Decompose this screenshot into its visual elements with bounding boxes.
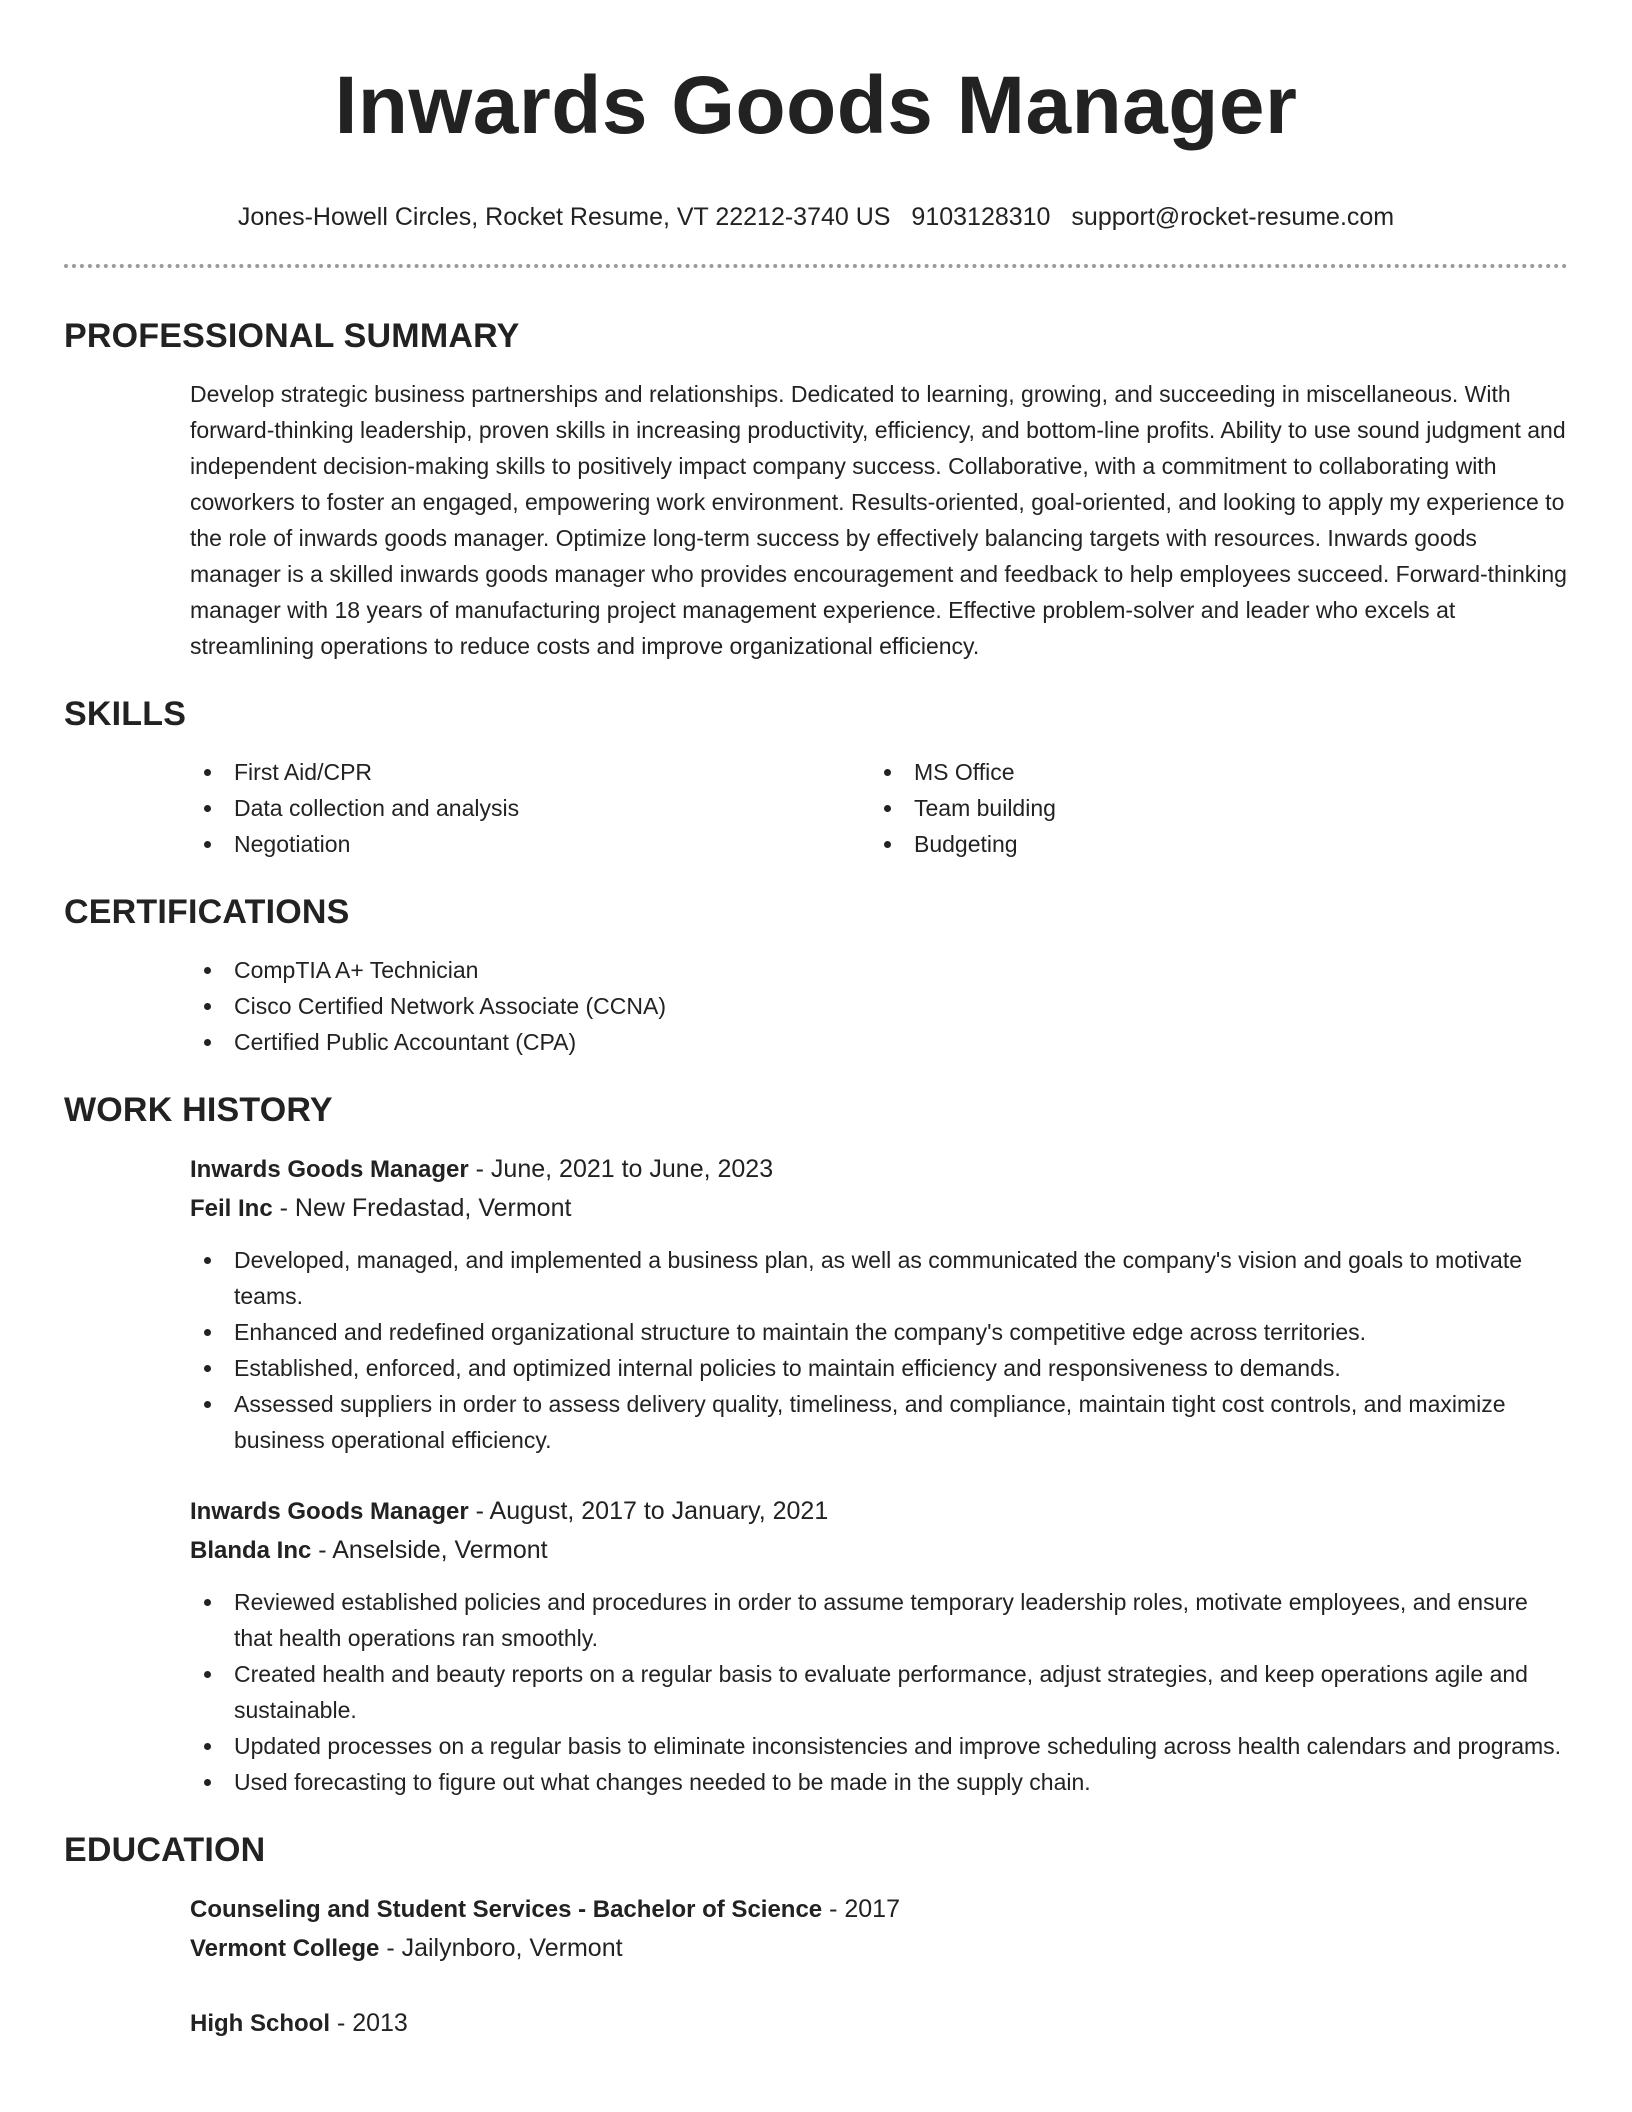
education-school-line xyxy=(190,1929,1568,1968)
job-entry xyxy=(190,1150,1568,1458)
job-duty: Assessed suppliers in order to assess delivery quality, timeliness, and compliance, maintain tight cost controls, and maximize business operational efficiency. xyxy=(190,1386,1568,1458)
education-degree: Counseling and Student Services - Bachelor of Science xyxy=(190,1896,823,1923)
job-company: Blanda Inc xyxy=(190,1537,312,1564)
education-heading: EDUCATION xyxy=(64,1831,266,1869)
job-title-line xyxy=(190,1150,1568,1189)
education-degree-line xyxy=(190,1890,1568,1929)
summary-heading: PROFESSIONAL SUMMARY xyxy=(64,317,520,355)
certifications-section xyxy=(64,892,1568,1060)
certification-item: Certified Public Accountant (CPA) xyxy=(190,1024,1568,1060)
job-company: Feil Inc xyxy=(190,1195,273,1222)
skills-list-right xyxy=(870,754,1550,862)
job-duty: Reviewed established policies and procedures in order to assume temporary leadership roles, motivate employees, and ensure that health operations ran smoothly. xyxy=(190,1584,1568,1656)
job-duty: Updated processes on a regular basis to eliminate inconsistencies and improve scheduling across health calendars and programs. xyxy=(190,1728,1568,1764)
certifications-list xyxy=(190,952,1568,1060)
job-entry xyxy=(190,1492,1568,1800)
education-degree-line xyxy=(190,2004,1568,2043)
job-duty: Established, enforced, and optimized internal policies to maintain efficiency and responsiveness to demands. xyxy=(190,1350,1568,1386)
job-duties-list xyxy=(190,1242,1568,1458)
resume-title: Inwards Goods Manager xyxy=(334,60,1298,151)
certifications-heading: CERTIFICATIONS xyxy=(64,893,350,931)
work-history-heading: WORK HISTORY xyxy=(64,1091,333,1129)
skill-item: Budgeting xyxy=(870,826,1550,862)
skill-item: Negotiation xyxy=(190,826,870,862)
job-title: Inwards Goods Manager xyxy=(190,1498,469,1525)
job-company-line xyxy=(190,1531,1568,1570)
contact-line xyxy=(64,202,1568,232)
contact-email: support@rocket-resume.com xyxy=(1071,203,1395,231)
education-school: Vermont College xyxy=(190,1935,380,1962)
skills-list-left xyxy=(190,754,870,862)
skills-heading: SKILLS xyxy=(64,695,187,733)
skill-item: MS Office xyxy=(870,754,1550,790)
job-location: - New Fredastad, Vermont xyxy=(272,1194,572,1222)
certification-item: Cisco Certified Network Associate (CCNA) xyxy=(190,988,1568,1024)
skill-item: Team building xyxy=(870,790,1550,826)
job-dates: - August, 2017 to January, 2021 xyxy=(468,1497,829,1525)
resume-page xyxy=(64,0,1568,2043)
skills-columns xyxy=(190,754,1568,862)
education-year: - 2017 xyxy=(822,1895,900,1923)
education-section xyxy=(64,1830,1568,2043)
skill-item: First Aid/CPR xyxy=(190,754,870,790)
work-history-section xyxy=(64,1090,1568,1800)
job-duty: Developed, managed, and implemented a business plan, as well as communicated the company's vision and goals to motivate teams. xyxy=(190,1242,1568,1314)
summary-text: Develop strategic business partnerships and relationships. Dedicated to learning, growing, and succeeding in miscellaneous. With forward-thinking leadership, proven skills in increasing productivity, efficiency, and bottom-line profits. Ability to use sound judgment and independent decision-making skills to positively impact company success. Collaborative, with a commitment to collaborating with coworkers to foster an engaged, empowering work environment. Results-oriented, goal-oriented, and looking to apply my experience to the role of inwards goods manager. Optimize long-term success by effectively balancing targets with resources. Inwards goods manager is a skilled inwards goods manager who provides encouragement and feedback to help employees succeed. Forward-thinking manager with 18 years of manufacturing project management experience. Effective problem-solver and leader who excels at streamlining operations to reduce costs and improve organizational efficiency. xyxy=(190,381,1567,659)
job-title: Inwards Goods Manager xyxy=(190,1156,469,1183)
job-duties-list xyxy=(190,1584,1568,1800)
job-duty: Enhanced and redefined organizational structure to maintain the company's competitive edge across territories. xyxy=(190,1314,1568,1350)
job-title-line xyxy=(190,1492,1568,1531)
education-location: - Jailynboro, Vermont xyxy=(379,1934,623,1962)
summary-section xyxy=(64,316,1568,664)
education-year: - 2013 xyxy=(330,2009,408,2037)
contact-address: Jones-Howell Circles, Rocket Resume, VT 22212-3740 US xyxy=(237,203,891,231)
education-entry xyxy=(190,2004,1568,2043)
skills-section xyxy=(64,694,1568,862)
job-dates: - June, 2021 to June, 2023 xyxy=(468,1155,774,1183)
job-duty: Used forecasting to figure out what changes needed to be made in the supply chain. xyxy=(190,1764,1568,1800)
job-duty: Created health and beauty reports on a regular basis to evaluate performance, adjust strategies, and keep operations agile and sustainable. xyxy=(190,1656,1568,1728)
contact-phone: 9103128310 xyxy=(911,203,1051,231)
job-company-line xyxy=(190,1189,1568,1228)
certification-item: CompTIA A+ Technician xyxy=(190,952,1568,988)
header-divider xyxy=(64,264,1568,268)
education-entry xyxy=(190,1890,1568,1968)
job-location: - Anselside, Vermont xyxy=(311,1536,548,1564)
skill-item: Data collection and analysis xyxy=(190,790,870,826)
education-degree: High School xyxy=(190,2010,330,2037)
